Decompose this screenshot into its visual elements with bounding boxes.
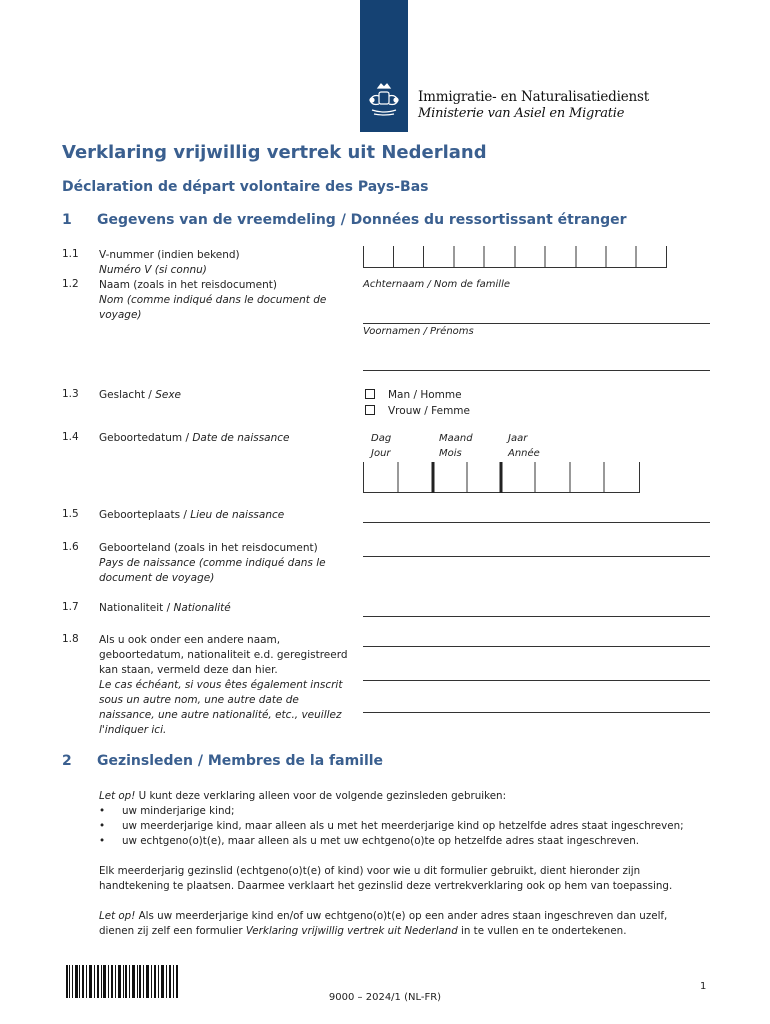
sex-female-label: Vrouw / Femme [388,405,470,417]
field-number: 1.4 [62,431,79,443]
field-number: 1.3 [62,388,79,400]
field-number: 1.6 [62,541,79,553]
surname-caption: Achternaam / Nom de famille [363,279,510,290]
list-item: • uw minderjarige kind; [122,804,699,819]
separate-form-note: Let op! Als uw meerderjarige kind en/of uw echtgeno(o)t(e) op een ander adres staan ingeschreven dan uzelf, dienen zij zelf een formulier Verklaring vrijwillig vertrek uit Nederland in te vullen en te ondertekenen. [99,910,668,937]
v-number-label: V-nummer (indien bekend) Numéro V (si connu) [99,249,240,276]
birth-country-label: Geboorteland (zoals in het reisdocument) Pays de naissance (comme indiqué dans le document de voyage) [99,542,326,584]
dob-input[interactable] [363,462,640,493]
sex-female-checkbox[interactable] [365,405,375,415]
section-2-number: 2 [62,753,72,769]
field-number: 1.5 [62,508,79,520]
field-number: 1.8 [62,633,79,645]
family-members-note: Let op! U kunt deze verklaring alleen voor de volgende gezinsleden gebruiken: • uw minderjarige kind; • uw meerderjarige kind, maar alleen als u met het meerderjarige kind op hetzelfde adres staat ingeschreven; • uw echtgeno(o)t(e), maar alleen als u met uw echtgeno(o)te op hetzelfde adres staat ingeschreven. [99,789,699,849]
family-members-list [99,804,699,849]
section-1-title: Gegevens van de vreemdeling / Données du ressortissant étranger [97,212,627,228]
dob-month-caption: Maand Mois [439,433,473,459]
nationality-input[interactable] [363,616,710,617]
given-names-input[interactable] [363,370,710,371]
page-number: 1 [700,981,707,992]
dob-day-caption: Dag Jour [371,433,392,459]
birthplace-input[interactable] [363,522,710,523]
logo-bar [360,0,408,132]
nationality-label: Nationaliteit / Nationalité [99,602,231,614]
sex-male-label: Man / Homme [388,389,462,401]
other-name-input-3[interactable] [363,712,710,713]
dob-label: Geboortedatum / Date de naissance [99,432,290,444]
sex-label: Geslacht / Sexe [99,389,181,401]
other-name-label: Als u ook onder een andere naam, geboortedatum, nationaliteit e.d. geregistreerd kan staan, vermeld deze dan hier. Le cas échéant, si vous êtes également inscrit sous un autre nom, une autre date de naissance, une autre nationalité, etc., veuillez l'indiquer ici. [99,634,348,736]
field-number: 1.7 [62,601,79,613]
birth-country-input[interactable] [363,556,710,557]
section-1-number: 1 [62,212,72,228]
ministry-name: Ministerie van Asiel en Migratie [418,106,625,121]
other-name-input-2[interactable] [363,680,710,681]
name-label: Naam (zoals in het reisdocument) Nom (comme indiqué dans le document de voyage) [99,279,327,321]
coat-of-arms-icon [360,0,408,132]
birthplace-label: Geboorteplaats / Lieu de naissance [99,509,285,521]
sex-male-checkbox[interactable] [365,389,375,399]
form-title: Verklaring vrijwillig vertrek uit Nederland [62,142,487,163]
list-item: • uw echtgeno(o)t(e), maar alleen als u met uw echtgeno(o)te op hetzelfde adres staat ingeschreven. [122,834,699,849]
field-number: 1.2 [62,278,79,290]
surname-input[interactable] [363,323,710,324]
v-number-input[interactable] [363,246,667,268]
signature-paragraph: Elk meerderjarig gezinslid (echtgeno(o)t(e) of kind) voor wie u dit formulier gebruikt, dient hieronder zijn handtekening te plaatsen. Daarmee verklaart het gezinslid deze vertrekverklaring ook op hem van toepassing. [99,865,673,892]
organization-name: Immigratie- en Naturalisatiedienst [418,89,649,105]
given-names-caption: Voornamen / Prénoms [363,326,474,337]
section-2-title: Gezinsleden / Membres de la famille [97,753,384,769]
field-number: 1.1 [62,248,79,260]
form-subtitle: Déclaration de départ volontaire des Pays-Bas [62,179,429,195]
form-code: 9000 – 2024/1 (NL-FR) [328,992,442,1003]
dob-year-caption: Jaar Année [508,433,540,459]
list-item: • uw meerderjarige kind, maar alleen als u met het meerderjarige kind op hetzelfde adres staat ingeschreven; [122,819,699,834]
other-name-input-1[interactable] [363,646,710,647]
